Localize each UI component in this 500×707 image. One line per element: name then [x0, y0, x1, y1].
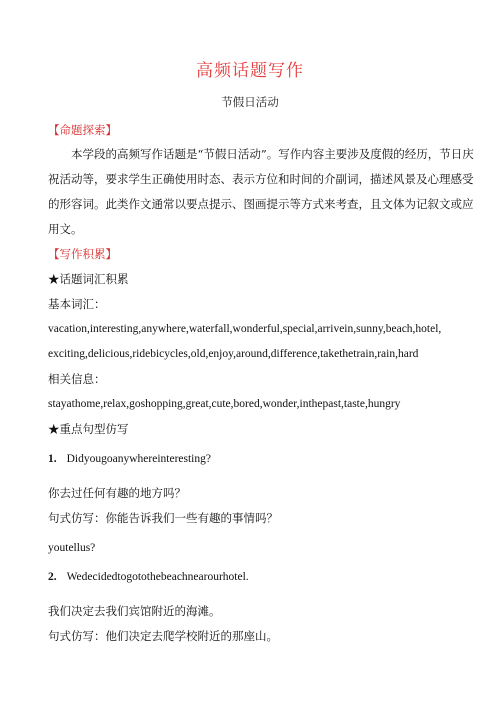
related-label: 相关信息： [48, 372, 106, 386]
item-2-number: 2. [48, 571, 57, 583]
basic-vocab-line-1: vacation,interesting,anywhere,waterfall,wonderful,special,arrivein,sunny,beach,hotel, [48, 323, 442, 335]
section-header-accumulation: 【写作积累】 [48, 247, 117, 261]
intro-line-2: 祝活动等，要求学生正确使用时态、表示方位和时间的介副词，描述风景及心理感受 [48, 172, 474, 186]
item-2-sentence: Wedecidedtogotothebeachnearourhotel. [66, 571, 249, 583]
item-2-english [48, 569, 463, 585]
item-1-english [48, 451, 463, 467]
intro-line-4: 用文。 [48, 222, 83, 236]
item-1-answer: youtellus? [48, 542, 96, 554]
related-line: stayathome,relax,goshopping,great,cute,bored,wonder,inthepast,taste,hungry [48, 398, 401, 410]
item-2-chinese: 我们决定去我们宾馆附近的海滩。 [48, 604, 221, 618]
item-1-number: 1. [48, 453, 57, 465]
basic-vocab-label: 基本词汇： [48, 297, 106, 311]
intro-line-1: 本学段的高频写作话题是“节假日活动”。写作内容主要涉及度假的经历，节日庆 [71, 147, 474, 161]
page-subtitle: 节假日活动 [221, 95, 279, 109]
item-1-imitate: 句式仿写：你能告诉我们一些有趣的事情吗？ [48, 511, 278, 525]
basic-vocab-line-2: exciting,delicious,ridebicycles,old,enjoy,around,difference,takethetrain,rain,hard [48, 348, 419, 360]
item-1-sentence: Didyougoanywhereinteresting? [66, 453, 211, 465]
item-2-imitate: 句式仿写：他们决定去爬学校附近的那座山。 [48, 629, 278, 643]
section-header-exploration: 【命题探索】 [48, 123, 117, 137]
vocab-heading: ★话题词汇积累 [48, 272, 129, 286]
page-title: 高频话题写作 [196, 61, 304, 81]
sentence-heading: ★重点句型仿写 [48, 422, 129, 436]
intro-line-3: 的形容词。此类作文通常以要点提示、图画提示等方式来考查，且文体为记叙文或应 [48, 197, 474, 211]
item-1-chinese: 你去过任何有趣的地方吗？ [48, 486, 186, 500]
